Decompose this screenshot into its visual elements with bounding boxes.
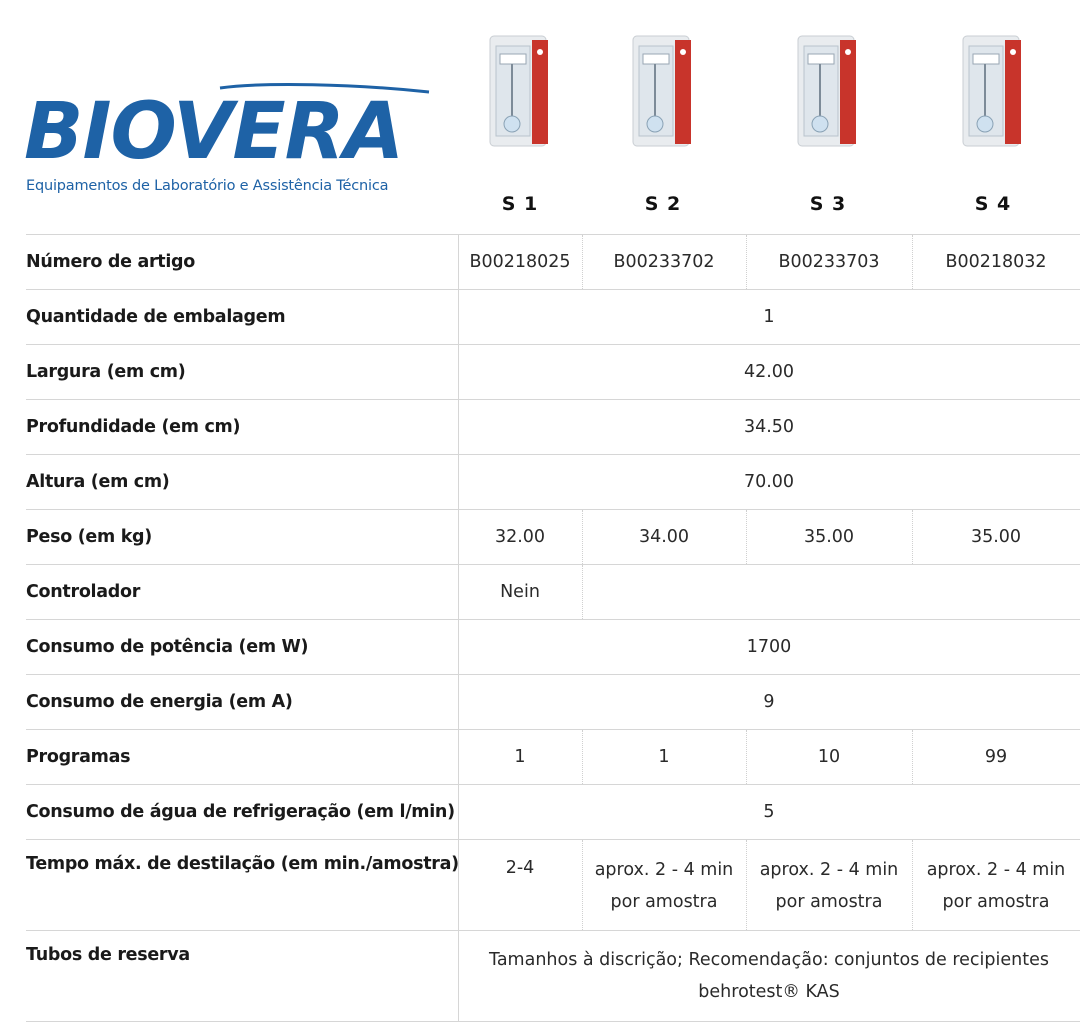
- table-row: [26, 455, 1080, 510]
- row-label: Quantidade de embalagem: [26, 290, 458, 345]
- cell-value: aprox. 2 - 4 min por amostra: [912, 840, 1080, 931]
- table-row: [26, 675, 1080, 730]
- table-row: [26, 345, 1080, 400]
- cell-value: 35.00: [912, 510, 1080, 565]
- cell-value: 1: [458, 730, 582, 785]
- distillation-unit-image: [945, 28, 1041, 156]
- row-label: Programas: [26, 730, 458, 785]
- cell-value: 1: [582, 730, 746, 785]
- row-label: Tempo máx. de destilação (em min./amostra): [26, 840, 458, 931]
- cell-value: 1: [458, 290, 1080, 345]
- row-label: Controlador: [26, 565, 458, 620]
- cell-value: B00218025: [458, 235, 582, 290]
- table-row: [26, 400, 1080, 455]
- cell-value: B00233702: [582, 235, 746, 290]
- header: [0, 0, 1080, 234]
- cell-value: 9: [458, 675, 1080, 730]
- cell-value: 99: [912, 730, 1080, 785]
- biovera-logo: [24, 82, 444, 202]
- distillation-unit-image: [780, 28, 876, 156]
- row-label: Consumo de potência (em W): [26, 620, 458, 675]
- logo-tagline: Equipamentos de Laboratório e Assistência Técnica: [26, 178, 389, 194]
- product-s3: [773, 28, 883, 218]
- cell-value: 5: [458, 785, 1080, 840]
- row-label: Peso (em kg): [26, 510, 458, 565]
- row-label: Profundidade (em cm): [26, 400, 458, 455]
- cell-value: Tamanhos à discrição; Recomendação: conjuntos de recipientes behrotest® KAS: [458, 931, 1080, 1022]
- wordmark-text: BIOVERA: [24, 87, 404, 177]
- cell-value: 10: [746, 730, 912, 785]
- table-row: [26, 840, 1080, 931]
- cell-value: Nein: [458, 565, 582, 620]
- biovera-wordmark: [24, 82, 444, 178]
- row-label: Número de artigo: [26, 235, 458, 290]
- cell-value: 35.00: [746, 510, 912, 565]
- cell-value: 34.50: [458, 400, 1080, 455]
- cell-value: 70.00: [458, 455, 1080, 510]
- table-row: [26, 785, 1080, 840]
- cell-value: 1700: [458, 620, 1080, 675]
- row-label: Tubos de reserva: [26, 931, 458, 1022]
- product-label-s3: S 3: [809, 193, 847, 215]
- product-s4: [938, 28, 1048, 218]
- product-s2: [608, 28, 718, 218]
- table-row: [26, 235, 1080, 290]
- row-label: Altura (em cm): [26, 455, 458, 510]
- table-row: [26, 290, 1080, 345]
- row-label: Consumo de energia (em A): [26, 675, 458, 730]
- row-label: Consumo de água de refrigeração (em l/min): [26, 785, 458, 840]
- row-label: Largura (em cm): [26, 345, 458, 400]
- cell-value: 34.00: [582, 510, 746, 565]
- distillation-unit-image: [615, 28, 711, 156]
- cell-empty: [582, 565, 1080, 620]
- cell-value: 2-4: [458, 840, 582, 931]
- table-row: [26, 931, 1080, 1022]
- product-label-s2: S 2: [644, 193, 682, 215]
- spec-table: [26, 234, 1080, 1022]
- cell-value: aprox. 2 - 4 min por amostra: [746, 840, 912, 931]
- cell-value: aprox. 2 - 4 min por amostra: [582, 840, 746, 931]
- table-row: [26, 510, 1080, 565]
- table-row: [26, 730, 1080, 785]
- cell-value: B00218032: [912, 235, 1080, 290]
- product-label-s1: S 1: [501, 193, 539, 215]
- table-row: [26, 565, 1080, 620]
- distillation-unit-image: [472, 28, 568, 156]
- product-s1: [465, 28, 575, 218]
- cell-value: 42.00: [458, 345, 1080, 400]
- cell-value: 32.00: [458, 510, 582, 565]
- product-label-s4: S 4: [974, 193, 1012, 215]
- cell-value: B00233703: [746, 235, 912, 290]
- table-row: [26, 620, 1080, 675]
